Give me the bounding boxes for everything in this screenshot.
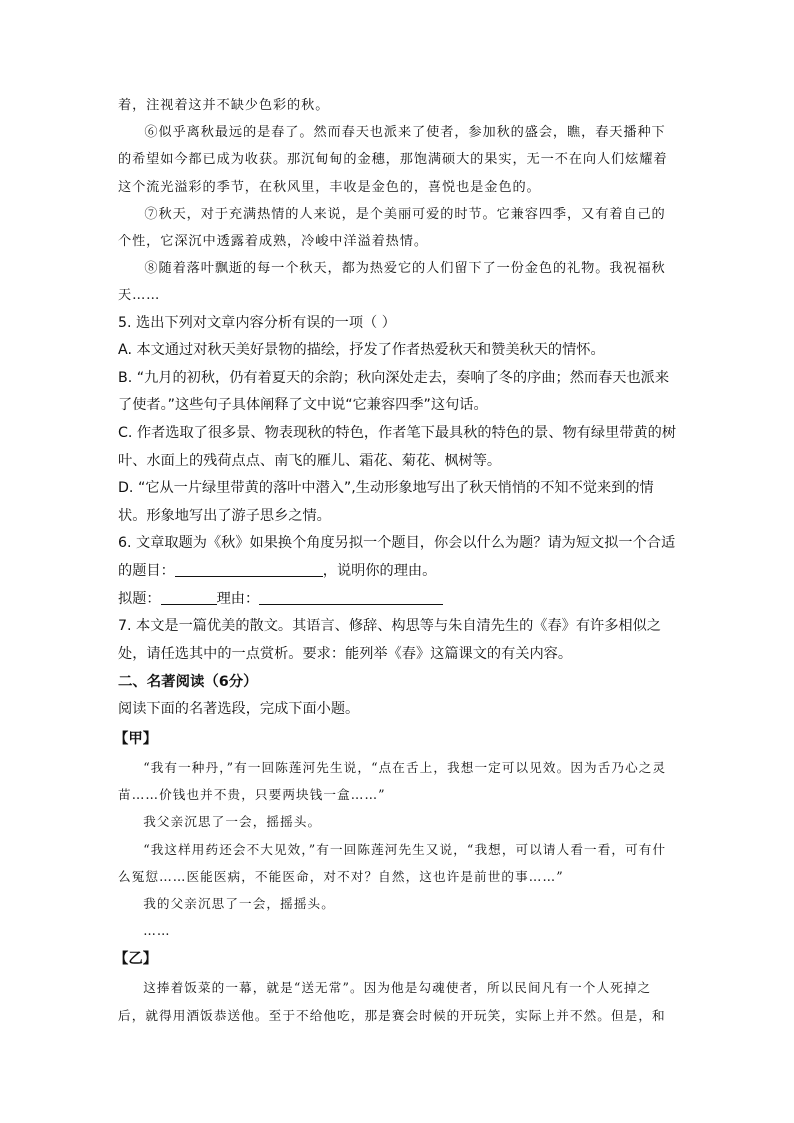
question-6-text-end: ，说明你的理由。 xyxy=(322,562,437,579)
passage-paragraph-7: ⑦秋天，对于充满热情的人来说，是个美丽可爱的时节。它兼容四季，又有着自己的个性，它深沉中透露着成熟，冷峻中洋溢着热情。 xyxy=(118,206,666,250)
passage-paragraph-6: ⑥似乎离秋最远的是春了。然而春天也派来了使者，参加秋的盛会，瞧，春天播种下的希望如今都已成为收获。那沉甸甸的金穗，那饱满硕大的果实，无一不在向人们炫耀着这个流光溢彩的季节，在秋风里，丰收是金色的，喜悦也是金色的。 xyxy=(118,125,668,195)
question-6-stem xyxy=(118,530,678,585)
passage-paragraph-5-tail: 着，注视着这并不缺少色彩的秋。 xyxy=(118,98,330,113)
section-2-instruction: 阅读下面的名著选段，完成下面小题。 xyxy=(118,701,360,718)
question-6-answer-line xyxy=(118,586,678,614)
reading-passage xyxy=(118,92,678,310)
question-5-option-a: A. 本文通过对秋天美好景物的描绘，抒发了作者热爱秋天和赞美秋天的情怀。 xyxy=(118,342,605,359)
excerpt-yi-label: 【乙】 xyxy=(114,951,158,968)
excerpt-jia xyxy=(118,754,678,944)
excerpt-jia-paragraph-4: 我的父亲沉思了一会，摇摇头。 xyxy=(143,895,335,911)
question-5-option-b: B. “九月的初秋，仍有着夏天的余韵；秋向深处走去，奏响了冬的序曲；然而春天也派来了使者。”这些句子具体阐释了文中说“它兼容四季”这句话。 xyxy=(118,369,670,414)
title-answer-blank[interactable] xyxy=(175,560,323,577)
excerpt-jia-paragraph-2: 我父亲沉思了一会，摇摇头。 xyxy=(143,814,322,830)
excerpt-jia-ellipsis: …… xyxy=(143,923,171,939)
excerpt-jia-label: 【甲】 xyxy=(114,730,158,747)
excerpt-jia-paragraph-3: “我这样用药还会不大见效，”有一回陈莲河先生又说，“我想，可以请人看一看，可有什么冤愆……医能医病，不能医命，对不对？自然，这也许是前世的事……” xyxy=(118,841,667,884)
question-5 xyxy=(118,310,678,531)
reason-label: 理由： xyxy=(216,590,260,607)
question-7: 7. 本文是一篇优美的散文。其语言、修辞、构思等与朱自清先生的《春》有许多相似之处，请任选其中的一点赏析。要求：能列举《春》这篇课文的有关内容。 xyxy=(118,618,661,662)
question-6 xyxy=(118,530,678,613)
title-blank[interactable] xyxy=(161,588,217,605)
excerpt-jia-paragraph-1: “我有一种丹，”有一回陈莲河先生说，“点在舌上，我想一定可以见效。因为舌乃心之灵苗……价钱也并不贵，只要两块钱一盒……” xyxy=(118,759,667,803)
section-2-heading: 二、名著阅读（6分） xyxy=(118,674,258,691)
page-content xyxy=(114,92,678,1029)
reason-blank[interactable] xyxy=(259,588,443,605)
excerpt-yi-paragraph-1: 这捧着饭菜的一幕，就是“送无常”。因为他是勾魂使者，所以民间凡有一个人死掉之后，就得用酒饭恭送他。至于不给他吃，那是赛会时候的开玩笑，实际上并不然。但是，和 xyxy=(118,980,666,1023)
question-6-text: 6. 文章取题为《秋》如果换个角度另拟一个题目，你会以什么为题？请为短文拟一个合适的题目： xyxy=(118,535,676,579)
passage-paragraph-8: ⑧随着落叶飘逝的每一个秋天，都为热爱它的人们留下了一份金色的礼物。我祝福秋天…… xyxy=(118,261,666,304)
excerpt-yi xyxy=(118,974,678,1028)
title-label: 拟题： xyxy=(118,590,161,607)
question-5-stem: 5. 选出下列对文章内容分析有误的一项（ ） xyxy=(118,314,396,331)
question-5-option-d: D. “它从一片绿里带黄的落叶中潜入”,生动形象地写出了秋天悄悄的不知不觉来到的情状。形象地写出了游子思乡之情。 xyxy=(118,480,654,524)
question-5-option-c: C. 作者选取了很多景、物表现秋的特色，作者笔下最具秋的特色的景、物有绿里带黄的树叶、水面上的残荷点点、南飞的雁儿、霜花、菊花、枫树等。 xyxy=(118,425,677,469)
